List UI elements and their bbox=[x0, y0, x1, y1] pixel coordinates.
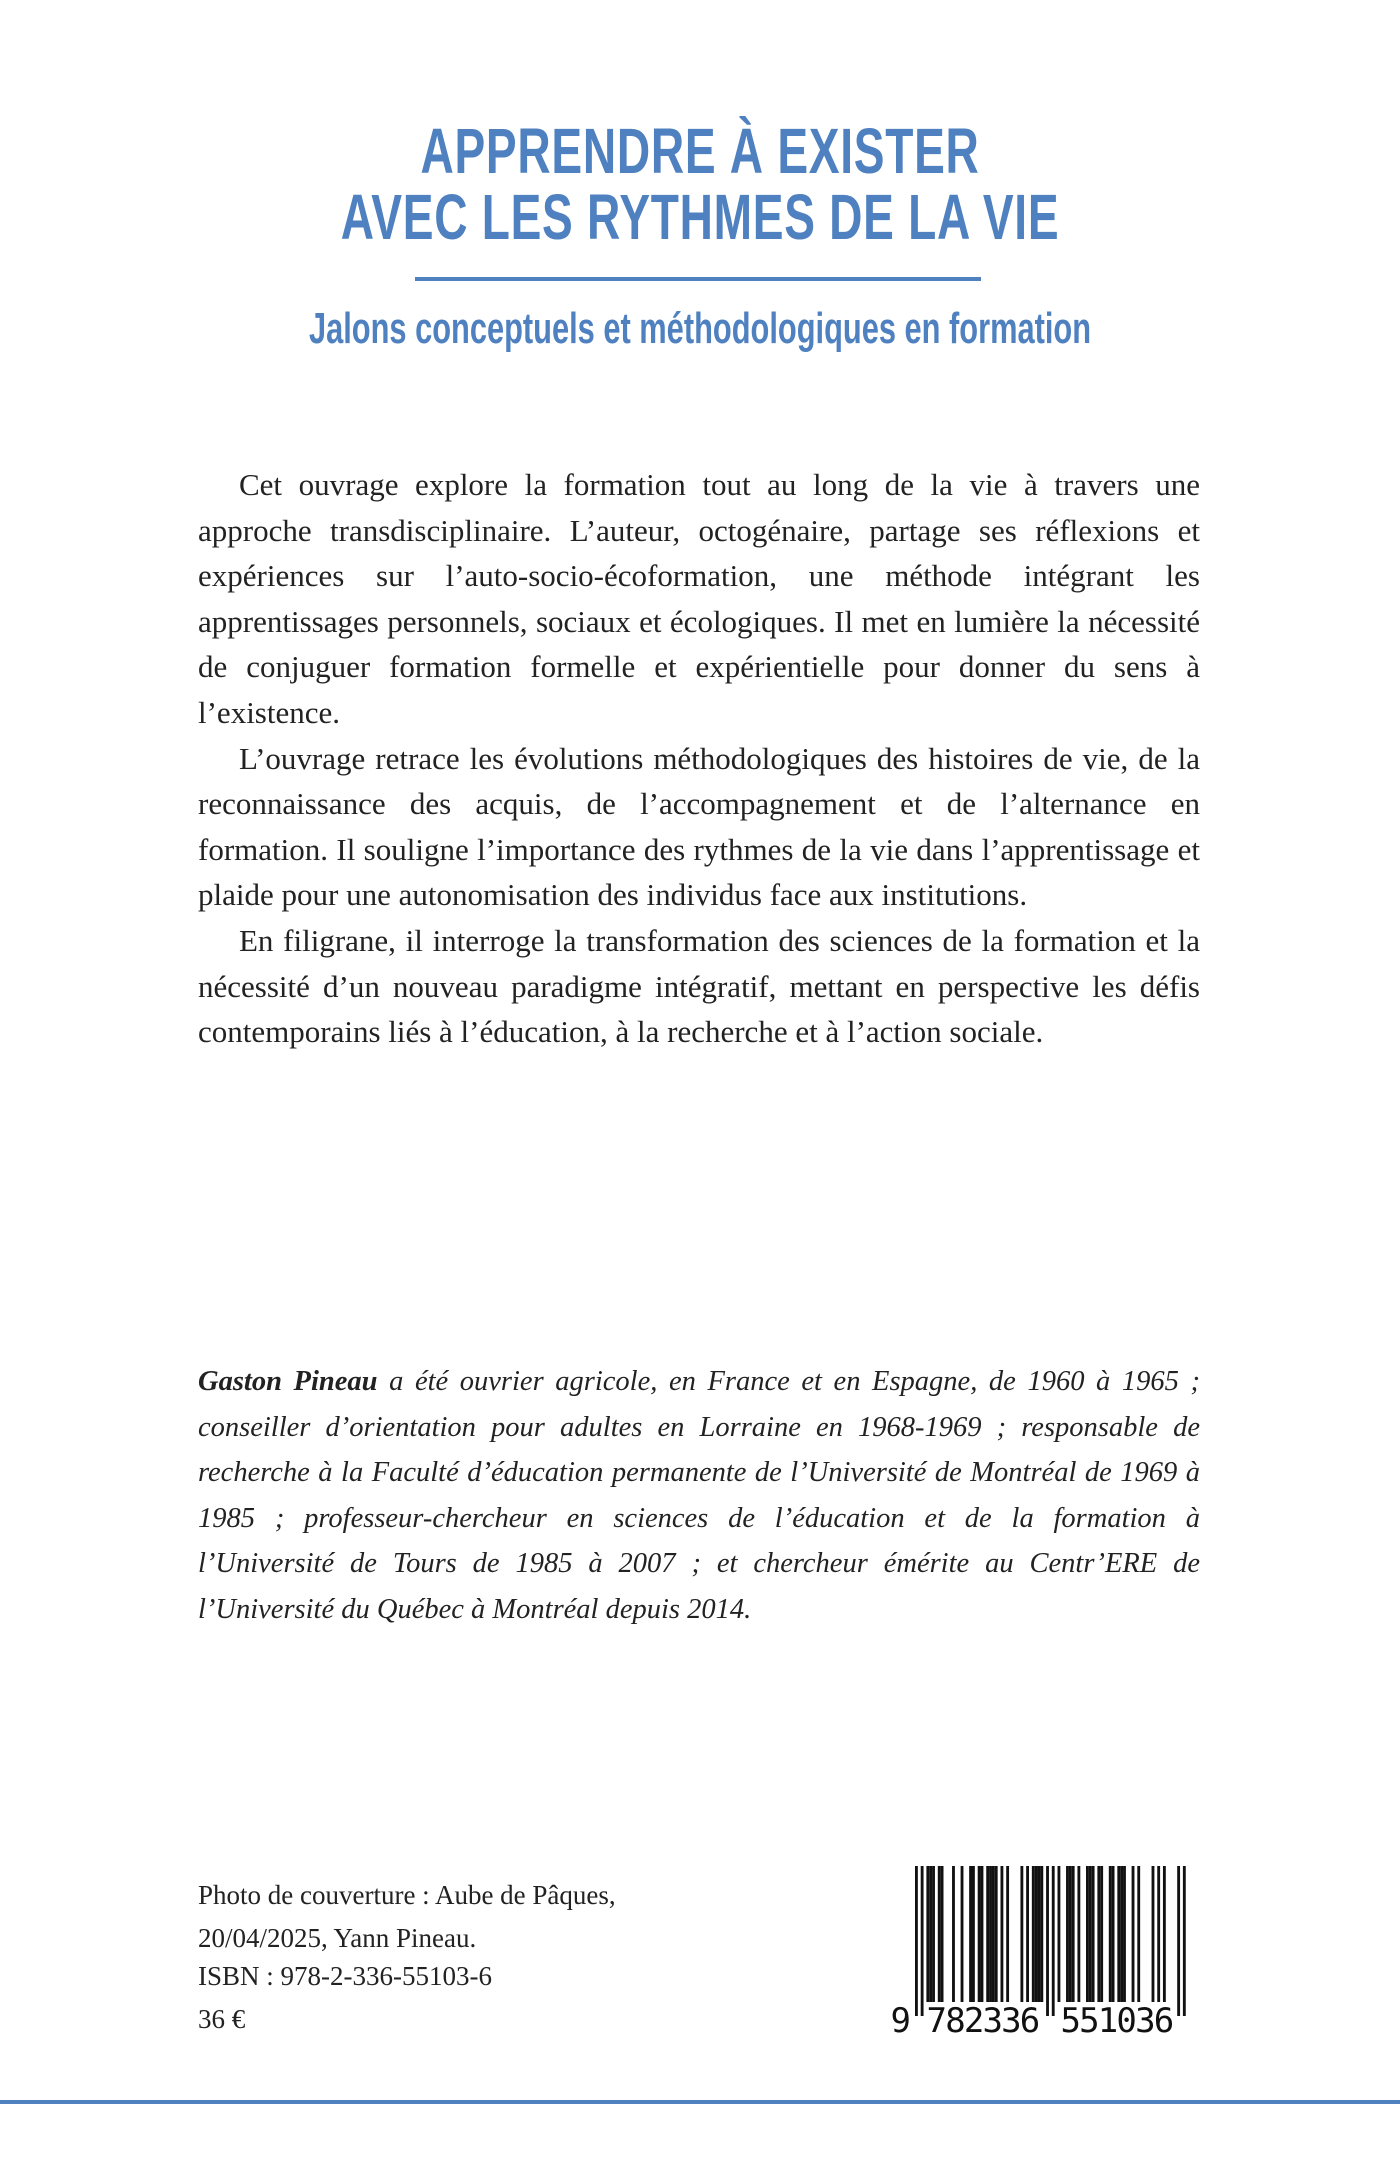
barcode-bar bbox=[1066, 1866, 1069, 2002]
barcode-bar bbox=[1040, 1866, 1043, 2002]
barcode-bar bbox=[932, 1866, 935, 2002]
barcode-bar bbox=[1046, 1866, 1049, 2016]
barcode-bar bbox=[952, 1866, 955, 2002]
title-line-2: AVEC LES RYTHMES DE LA VIE bbox=[340, 181, 1060, 253]
barcode-bar bbox=[1032, 1866, 1035, 2002]
barcode-bar bbox=[1092, 1866, 1095, 2002]
barcode-bar bbox=[941, 1866, 944, 2002]
barcode-bar bbox=[1100, 1866, 1103, 2002]
barcode-bar bbox=[969, 1866, 972, 2002]
author-bio bbox=[198, 1359, 1200, 1633]
barcode-bar bbox=[981, 1866, 984, 2002]
barcode-bar bbox=[1035, 1866, 1038, 2002]
barcode-bar bbox=[1069, 1866, 1072, 2002]
barcode-bar bbox=[1020, 1866, 1023, 2002]
barcode-bar bbox=[921, 1866, 924, 2016]
barcode-bar bbox=[961, 1866, 964, 2002]
author-bio-text: a été ouvrier agricole, en France et en Espagne, de 1960 à 1965 ; conseiller d’orientation pour adultes en Lorraine en 1968-1969 ; responsable de recherche à la Faculté d’éducation permanente de l’Université de Montréal de 1969 à 1985 ; professeur-chercheur en sciences de l’éducation et de la formation à l’Université de Tours de 1985 à 2007 ; et chercheur émérite au Centr’ERE de l’Université du Québec à Montréal depuis 2014. bbox=[198, 1366, 1200, 1625]
book-title bbox=[196, 115, 1204, 253]
price: 36 € bbox=[198, 2004, 246, 2034]
barcode-bar bbox=[929, 1866, 932, 2002]
barcode-bar bbox=[1163, 1866, 1166, 2002]
barcode-bar bbox=[1001, 1866, 1004, 2002]
barcode-bar bbox=[1089, 1866, 1092, 2002]
title-divider bbox=[415, 277, 981, 281]
barcode-bar bbox=[972, 1866, 975, 2002]
barcode-bar bbox=[1152, 1866, 1155, 2002]
barcode-bar bbox=[1086, 1866, 1089, 2002]
publication-info bbox=[198, 1955, 492, 2041]
barcode-bar bbox=[1137, 1866, 1140, 2002]
barcode-bar bbox=[1112, 1866, 1115, 2002]
subtitle: Jalons conceptuels et méthodologiques en formation bbox=[308, 304, 1092, 353]
isbn: ISBN : 978-2-336-55103-6 bbox=[198, 1961, 492, 1991]
barcode-bar bbox=[1123, 1866, 1126, 2002]
barcode-bar bbox=[1109, 1866, 1112, 2002]
barcode-bar bbox=[1177, 1866, 1180, 2016]
barcode-bar bbox=[1052, 1866, 1055, 2016]
barcode-bar bbox=[1077, 1866, 1080, 2002]
barcode-bar bbox=[1132, 1866, 1135, 2002]
barcode-digits: 782336 bbox=[926, 2001, 1041, 2041]
barcode-bar bbox=[1038, 1866, 1041, 2002]
summary-paragraph: L’ouvrage retrace les évolutions méthodologiques des histoires de vie, de la reconnaissance des acquis, de l’accompagnement et de l’alternance en formation. Il souligne l’importance des rythmes de la vie dans l’apprentissage et plaide pour une autonomisation des individus face aux institutions. bbox=[198, 740, 1200, 913]
barcode-bar bbox=[1072, 1866, 1075, 2002]
barcode-bar bbox=[992, 1866, 995, 2002]
barcode-bar bbox=[989, 1866, 992, 2002]
barcode-bar bbox=[995, 1866, 998, 2002]
barcode-bar bbox=[986, 1866, 989, 2002]
summary bbox=[198, 462, 1200, 1055]
barcode bbox=[890, 1866, 1203, 2041]
barcode-digits: 551036 bbox=[1060, 2001, 1175, 2041]
barcode-bar bbox=[1058, 1866, 1061, 2002]
summary-paragraph: Cet ouvrage explore la formation tout au long de la vie à travers une approche transdisciplinaire. L’auteur, octogénaire, partage ses réflexions et expériences sur l’auto-socio-écoformation, une méthode intégrant les apprentissages personnels, sociaux et écologiques. Il met en lumière la nécessité de conjuguer formation formelle et expérientielle pour donner du sens à l’existence. bbox=[198, 467, 1200, 730]
photo-credit bbox=[198, 1874, 616, 1960]
credit-line-2: 20/04/2025, Yann Pineau. bbox=[198, 1923, 477, 1953]
barcode-digits: 9 bbox=[890, 2001, 911, 2041]
barcode-bar bbox=[1006, 1866, 1009, 2002]
barcode-bar bbox=[1120, 1866, 1123, 2002]
barcode-bar bbox=[1097, 1866, 1100, 2002]
barcode-bar bbox=[926, 1866, 929, 2002]
barcode-bar bbox=[1026, 1866, 1029, 2002]
barcode-bar bbox=[915, 1866, 918, 2016]
bottom-rule bbox=[0, 2100, 1400, 2104]
barcode-bar bbox=[1183, 1866, 1186, 2016]
barcode-bar bbox=[1117, 1866, 1120, 2002]
barcode-bar bbox=[938, 1866, 941, 2002]
author-name: Gaston Pineau bbox=[198, 1366, 378, 1397]
barcode-bar bbox=[978, 1866, 981, 2002]
title-line-1: APPRENDRE À EXISTER bbox=[420, 115, 980, 187]
barcode-bar bbox=[1157, 1866, 1160, 2002]
summary-paragraph: En filigrane, il interroge la transformation des sciences de la formation et la nécessité d’un nouveau paradigme intégratif, mettant en perspective les défis contemporains liés à l’éducation, à la recherche et à l’action sociale. bbox=[198, 922, 1200, 1050]
credit-line-1: Photo de couverture : Aube de Pâques, bbox=[198, 1880, 616, 1910]
